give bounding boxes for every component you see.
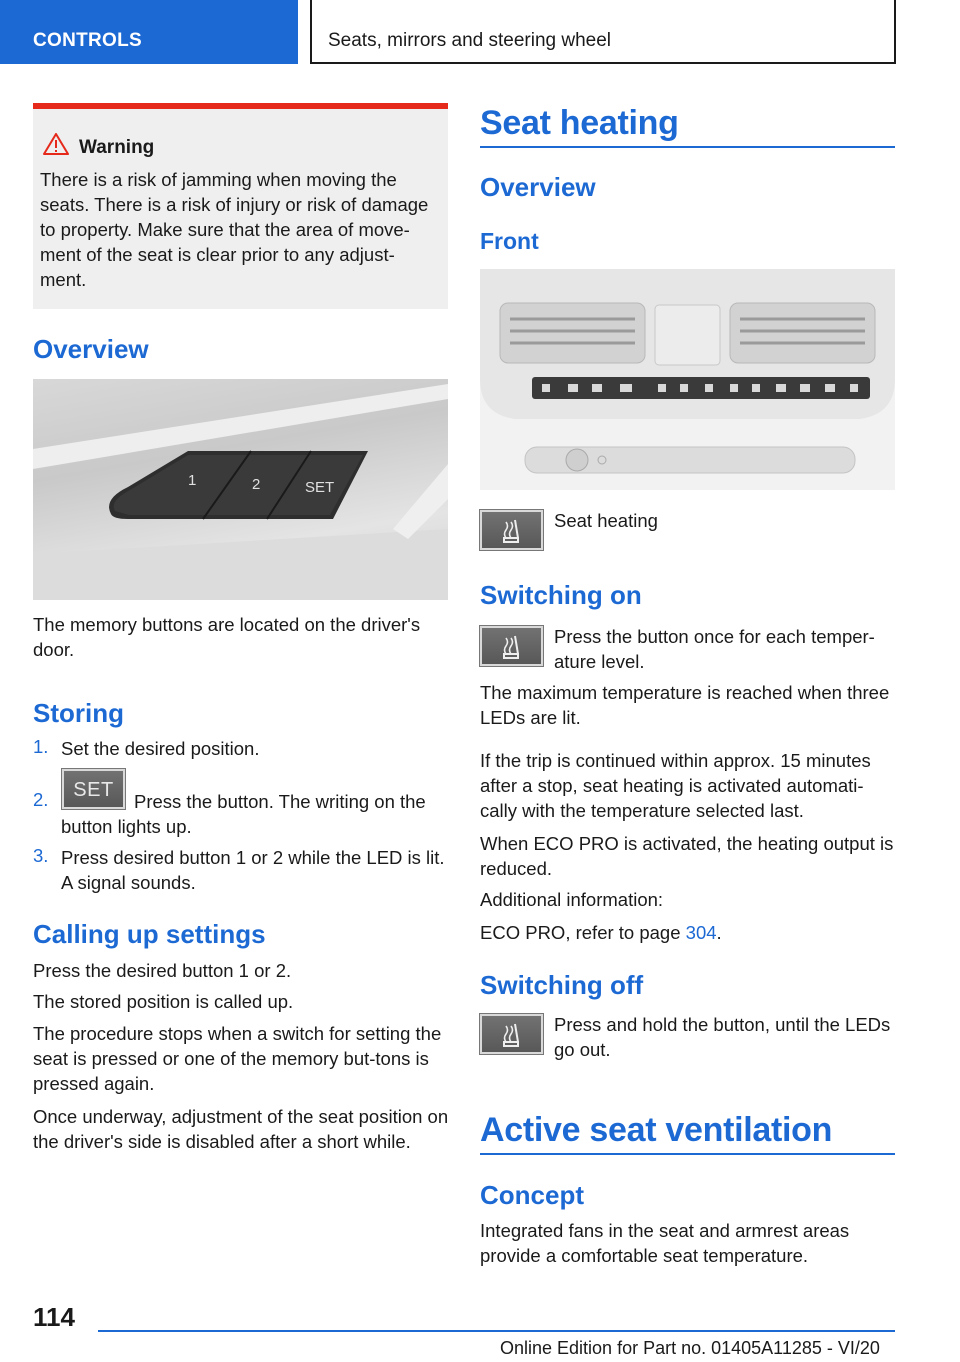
front-heading: Front [480,228,539,254]
seat-heating-rule [480,146,895,148]
concept-heading: Concept [480,1180,584,1210]
eco-ref-page-link[interactable]: 304 [685,922,717,943]
step-2-number: 2. [33,789,49,810]
footer-rule [98,1330,895,1332]
memory-button-2-label: 2 [252,476,261,493]
eco-reference [480,920,895,945]
header-chapter-box [310,0,896,64]
memory-buttons-image [33,379,448,600]
seat-heating-icon-3 [480,1014,543,1054]
memory-button-set-label: SET [305,479,335,496]
seat-heating-caption: Seat heating [554,510,658,531]
calling-p1: Press the desired button 1 or 2. [33,960,292,981]
seat-heat-icon [482,512,541,548]
header-section-tab [0,0,298,64]
switching-on-heading: Switching on [480,580,642,610]
edition-text: Online Edition for Part no. 01405A11285 - VI/20 [500,1338,880,1358]
switching-on-text: Press the button once for each temper-ature level. [554,626,875,672]
ventilation-rule [480,1153,895,1155]
calling-p2: The stored position is called up. [33,991,294,1012]
storing-heading: Storing [33,698,124,728]
concept-text: Integrated fans in the seat and armrest areas provide a comfortable seat temperature. [480,1220,850,1266]
overview-heading-right: Overview [480,172,596,202]
eco-text: When ECO PRO is activated, the heating output is reduced. [480,833,894,879]
eco-ref-prefix: ECO PRO, refer to page [480,922,681,943]
page-number: 114 [33,1302,75,1332]
step-3-text: Press desired button 1 or 2 while the LED is lit. A signal sounds. [61,847,445,893]
step-1-number: 1. [33,736,49,757]
calling-up-heading: Calling up settings [33,919,266,949]
seat-heating-icon-2 [480,626,543,666]
climate-panel-image [480,269,895,490]
memory-buttons-illustration [33,379,448,600]
trip-text: If the trip is continued within approx. 15 minutes after a stop, seat heating is activated automati-cally with the temperature selected last. [480,750,871,821]
max-temp-text: The maximum temperature is reached when three LEDs are lit. [480,682,890,728]
calling-p4: Once underway, adjustment of the seat position on the driver's side is disabled after a short while. [33,1106,449,1152]
seat-heating-icon-1 [480,510,543,550]
step-1-text: Set the desired position. [61,738,260,759]
memory-button-1-label: 1 [188,472,197,489]
active-seat-ventilation-heading: Active seat ventilation [480,1111,833,1149]
switching-off-text: Press and hold the button, until the LEDs go out. [554,1014,891,1060]
step-2-text: Press the button. The writing on the button lights up. [61,791,426,837]
climate-panel-illustration [480,269,895,490]
set-button-icon-label: SET [73,779,114,801]
warning-title: Warning [79,137,155,158]
seat-heat-icon [482,1016,541,1052]
header-section-label: CONTROLS [33,30,143,51]
overview-heading-left: Overview [33,334,149,364]
eco-ref-suffix: . [716,922,722,943]
overview-text-left: The memory buttons are located on the driver's door. [33,614,421,660]
seat-heating-heading: Seat heating [480,104,679,142]
additional-info: Additional information: [480,889,664,910]
calling-p3: The procedure stops when a switch for setting the seat is pressed or one of the memory but-tons is pressed again. [33,1023,442,1094]
step-3-number: 3. [33,845,49,866]
header-chapter-label: Seats, mirrors and steering wheel [328,30,612,51]
switching-off-heading: Switching off [480,970,644,1000]
warning-text: There is a risk of jamming when moving the seats. There is a risk of injury or risk of damage to property. Make sure that the area of move-ment of the seat is clear prior to any adjust-ment. [40,169,429,290]
seat-heat-icon [482,628,541,664]
warning-triangle-icon [43,133,69,155]
warning-box [33,103,448,309]
